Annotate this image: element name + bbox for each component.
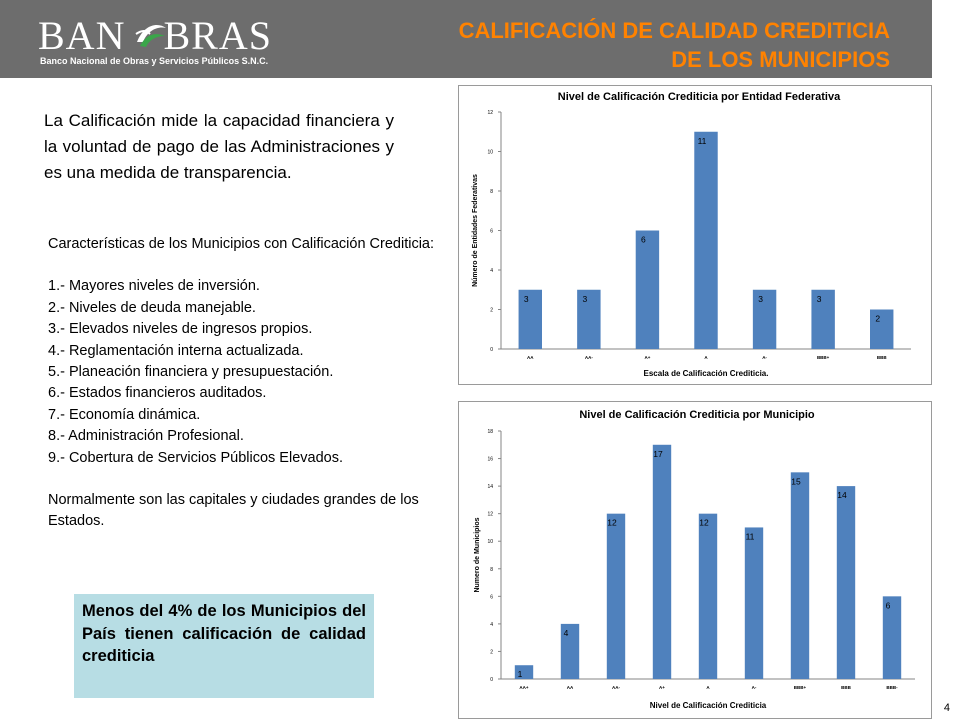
x-tick-label: A+	[659, 685, 665, 690]
x-tick-label: A	[704, 355, 708, 360]
callout-box: Menos del 4% de los Municipios del País tienen calificación de calidad crediticia	[74, 594, 374, 698]
data-label: 6	[885, 600, 891, 611]
y-tick-label: 8	[490, 566, 493, 573]
y-tick-label: 2	[490, 649, 493, 656]
data-label: 12	[607, 517, 617, 528]
x-tick-label: BBB	[876, 355, 887, 360]
features-closing: Normalmente son las capitales y ciudades grandes de los Estados.	[48, 492, 419, 530]
feature-item: 3.- Elevados niveles de ingresos propios.	[48, 321, 313, 338]
feature-item: 5.- Planeación financiera y presupuestación.	[48, 364, 334, 381]
features-list	[48, 276, 438, 469]
data-label: 17	[653, 448, 663, 459]
y-tick-label: 12	[487, 511, 493, 518]
bar	[753, 290, 776, 349]
x-tick-label: A-	[762, 355, 767, 360]
y-tick-label: 14	[487, 484, 493, 491]
logo-subtitle: Banco Nacional de Obras y Servicios Públicos S.N.C.	[40, 56, 269, 66]
intro-paragraph: La Calificación mide la capacidad financiera y la voluntad de pago de las Administraciones y es una medida de transparencia.	[44, 111, 394, 182]
chart-title: Nivel de Calificación Crediticia por Municipio	[579, 409, 815, 421]
features-section	[48, 234, 438, 533]
slide-title-line2: DE LOS MUNICIPIOS	[671, 47, 890, 72]
header-edge-strip	[932, 0, 960, 78]
x-tick-label: BBB+	[816, 355, 830, 360]
data-label: 12	[699, 517, 709, 528]
x-axis-label: Nivel de Calificación Crediticia	[649, 701, 767, 710]
data-label: 14	[837, 490, 847, 501]
data-label: 15	[791, 476, 801, 487]
chart-municipios-frame	[458, 401, 932, 719]
y-tick-label: 6	[490, 594, 493, 601]
feature-item: 6.- Estados financieros auditados.	[48, 385, 267, 402]
y-axis-label: Numero de Municipios	[474, 517, 481, 593]
bar	[607, 514, 625, 679]
y-tick-label: 0	[490, 677, 493, 683]
y-tick-label: 4	[490, 621, 493, 628]
data-label: 4	[563, 627, 569, 638]
bar	[791, 472, 809, 679]
y-tick-label: 2	[490, 307, 493, 314]
x-tick-label: AA-	[584, 355, 593, 360]
logo-wordmark: BAN BRAS	[38, 13, 272, 58]
bar	[636, 231, 659, 350]
data-label: 3	[582, 293, 588, 304]
feature-item: 7.- Economía dinámica.	[48, 406, 201, 423]
y-tick-label: 18	[487, 429, 493, 435]
data-label: 3	[523, 293, 529, 304]
x-tick-label: A	[706, 685, 710, 690]
x-tick-label: A-	[751, 685, 757, 690]
chart-entidades	[459, 86, 931, 384]
feature-item: 2.- Niveles de deuda manejable.	[48, 299, 256, 316]
y-tick-label: 6	[490, 228, 493, 235]
bar	[653, 445, 671, 679]
y-tick-label: 10	[487, 149, 493, 156]
data-label: 3	[758, 293, 763, 304]
data-label: 3	[816, 293, 822, 304]
banobras-logo	[38, 13, 272, 70]
y-tick-label: 4	[490, 268, 493, 274]
feature-item: 4.- Reglamentación interna actualizada.	[48, 342, 304, 359]
feature-item: 8.- Administración Profesional.	[48, 428, 244, 445]
data-label: 11	[745, 531, 755, 542]
bar	[811, 290, 834, 349]
bar	[870, 310, 893, 350]
chart-title: Nivel de Calificación Crediticia por Entidad Federativa	[557, 91, 841, 103]
chart-entidades-frame	[458, 85, 932, 385]
y-tick-label: 16	[487, 456, 493, 463]
bar	[694, 132, 717, 349]
bar	[519, 290, 542, 349]
x-tick-label: AA-	[612, 685, 620, 690]
slide-title	[459, 16, 890, 74]
logo-emblem-icon	[134, 20, 168, 50]
slide-title-line1: CALIFICACIÓN DE CALIDAD CREDITICIA	[458, 18, 890, 43]
data-label: 6	[641, 234, 646, 245]
y-tick-label: 8	[490, 189, 493, 195]
x-tick-label: AA	[566, 685, 574, 690]
feature-item: 9.- Cobertura de Servicios Públicos Elevados.	[48, 449, 343, 466]
bar	[745, 527, 763, 679]
x-tick-label: AA	[527, 355, 534, 360]
chart-municipios	[459, 402, 931, 718]
x-axis-label: Escala de Calificación Crediticia.	[643, 369, 769, 378]
data-label: 1	[517, 669, 523, 680]
x-tick-label: BBB+	[793, 685, 807, 690]
bar	[699, 514, 717, 679]
page-number: 4	[943, 702, 950, 714]
feature-item: 1.- Mayores niveles de inversión.	[48, 278, 260, 295]
x-tick-label: BBB-	[886, 685, 898, 690]
x-tick-label: AA+	[519, 685, 529, 690]
y-tick-label: 0	[490, 347, 493, 353]
y-tick-label: 10	[487, 539, 493, 546]
x-tick-label: A+	[644, 355, 651, 360]
bar	[577, 290, 600, 349]
data-label: 2	[875, 313, 881, 324]
y-axis-label: Número de Entidades Federativas	[472, 174, 479, 287]
data-label: 11	[697, 135, 707, 146]
x-tick-label: BBB	[841, 685, 851, 690]
y-tick-label: 12	[487, 110, 493, 116]
header-bar	[0, 0, 932, 78]
bar	[837, 486, 855, 679]
features-heading: Características de los Municipios con Calificación Crediticia:	[48, 236, 435, 252]
